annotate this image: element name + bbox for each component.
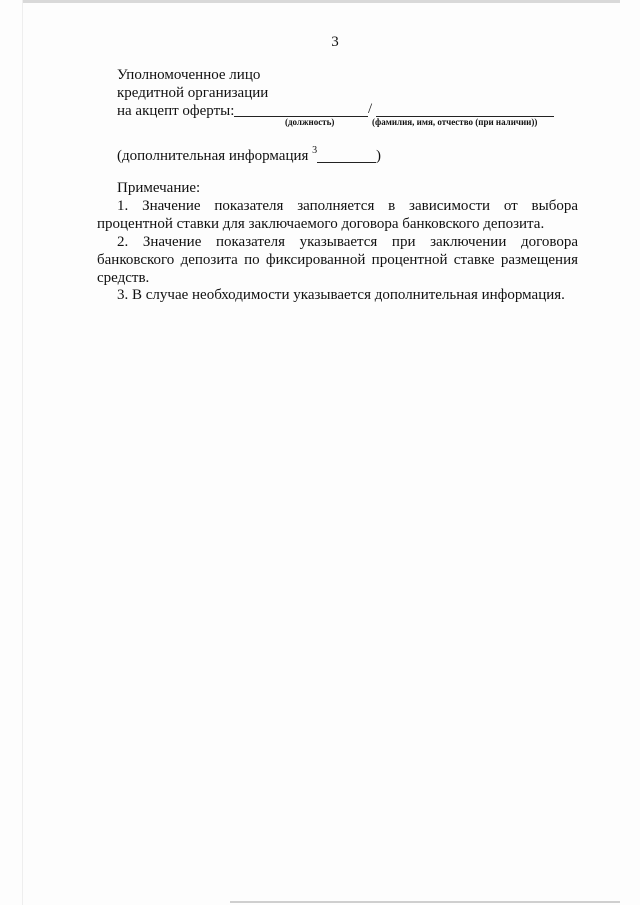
additional-info-label: (дополнительная информация — [117, 148, 309, 164]
signatory-line-1: Уполномоченное лицо — [117, 67, 261, 83]
additional-info-blank-line — [317, 162, 376, 163]
note-2-line-3: средств. — [97, 270, 150, 286]
scan-edge-left — [22, 0, 23, 905]
note-2-line-1: 2. Значение показателя указывается при заключении договора — [117, 234, 578, 250]
note-3: 3. В случае необходимости указывается дополнительная информация. — [117, 287, 565, 303]
name-caption: (фамилия, имя, отчество (при наличии)) — [372, 117, 538, 127]
notes-heading: Примечание: — [117, 180, 201, 196]
additional-info-line — [117, 147, 317, 167]
note-2-line-2: банковского депозита по фиксированной процентной ставке размещения — [97, 252, 578, 268]
position-caption: (должность) — [285, 117, 335, 127]
footnote-superscript: 3 — [312, 145, 318, 156]
signatory-line-2: кредитной организации — [117, 85, 269, 101]
scan-edge-top — [22, 0, 620, 3]
additional-info-closing: ) — [376, 148, 381, 164]
signature-separator: / — [368, 101, 373, 117]
note-1-line-1: 1. Значение показателя заполняется в зависимости от выбора — [117, 198, 578, 214]
acceptance-label: на акцепт оферты: — [117, 103, 235, 119]
page-number: 3 — [331, 34, 339, 50]
note-1-line-2: процентной ставки для заключаемого договора банковского депозита. — [97, 216, 545, 232]
scan-edge-bottom — [230, 901, 620, 903]
